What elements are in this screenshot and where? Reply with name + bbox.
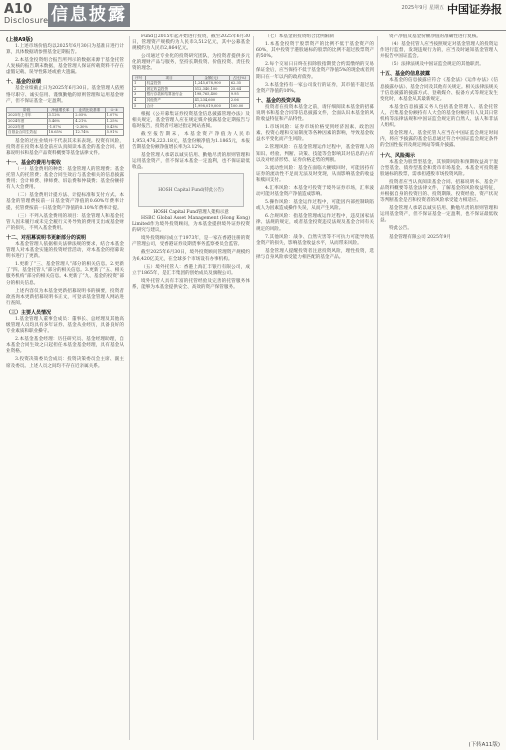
section-heading: 十、基金的业绩 (6, 79, 42, 86)
paragraph: 境外托管人具有丰富的托管经验及完善的托管服务体系，能够为本基金提供安全、高效的资产保管服务。 (132, 278, 250, 290)
table-cell: 5.46% (47, 118, 74, 124)
table-header-cell: 项目 (145, 75, 193, 81)
paragraph: 本基金管理人依据相关法律法规的要求，结合本基金管理人对本基金实施的投资经营活动，对本基金的招募说明书进行了更新。 (6, 241, 124, 260)
paragraph: 基金管理人承诺以诚实信用、勤勉尽责的原则管理和运用基金资产，但不保证本基金一定盈利，也不保证最低收益。 (132, 152, 250, 170)
paragraph: 上述内容仅为本基金更新招募说明书的摘要，投资者欲查询本更新招募说明书正文，可登录基金管理人网站进行查阅。 (6, 288, 124, 306)
paragraph: Fund自2015年起开始进行投资，截至2025年6月30日，管理资产规模约为人民币3,512亿元，其中公募基金规模约为人民币2,864亿元。 (132, 34, 250, 52)
paragraph: 本基金为股票型基金，其预期风险和预期收益高于混合型基金、债券型基金和货币市场基金。本基金可投资港股通标的股票，需承担港股市场投资风险。 (380, 159, 498, 177)
column-2 (132, 34, 250, 742)
paragraph: 公司通过专业化的投资研究团队，为投资者提供多元化的理财产品与服务，坚持长期投资、价值投资、责任投资的理念。 (132, 54, 250, 72)
section-heading: 十六、风险揭示 (380, 152, 416, 159)
section-heading: (上接A9版) (6, 37, 33, 43)
table-cell: 其他资产 (145, 97, 193, 103)
page-header (0, 0, 506, 30)
paragraph: 基金管理人提醒投资者注意投资风险，理性投资，选择与自身风险承受能力相匹配的基金产品。 (256, 248, 374, 260)
paragraph: （七）本基金的投资组合比例限制 (265, 34, 334, 39)
figure-caption: HOSH Capital Fund管理人架构示意 (153, 209, 229, 215)
table-cell: 2.05% (74, 113, 105, 119)
paragraph: 7.其他风险：战争、自然灾害等不可抗力可能导致基金资产的损失，影响基金收益水平，从而带来风险。 (256, 234, 374, 246)
table-cell: 1.25% (105, 118, 123, 124)
column-4 (380, 34, 498, 742)
column-divider (129, 36, 130, 740)
table-header-cell: ①-③ (105, 107, 123, 113)
continued-note: (下转A11版) (468, 742, 500, 748)
table-cell: 25.64 (229, 86, 249, 92)
table-row (133, 103, 250, 109)
table-row (7, 130, 124, 136)
figure-box (138, 173, 244, 207)
paragraph: 3.流动性风险：基金在面临大额赎回时，可能因持有证券的流动性不足而无法及时变现，从而影响基金的收益和赎回支付。 (256, 165, 374, 183)
paragraph: 基金管理人承诺以诚实信用、勤勉尽责的原则管理和运用基金资产，但不保证基金一定盈利，也不保证最低收益。 (380, 206, 498, 224)
table-cell: 银行存款和结算备付金 (145, 92, 193, 98)
table-cell: 合计 (145, 103, 193, 109)
table-cell: 512,340,100 (193, 86, 229, 92)
table-cell: 固定收益投资 (145, 86, 193, 92)
table-cell: 1,245,678,900 (193, 81, 229, 87)
column-divider (253, 36, 254, 740)
paragraph: 基金业绩截止日为2025年6月30日。基金管理人依照恪尽职守、诚实信用、谨慎勤勉的原则管理和运用基金财产，但不保证基金一定盈利。 (6, 86, 124, 104)
table-header-cell: 净值增长率 (47, 107, 74, 113)
paragraph: HSBC Global Asset Management (Hong Kong) Limited作为境外投资顾问，为本基金提供境外证券投资的研究与建议。 (132, 215, 250, 234)
paragraph: 6.合规风险：指基金管理或运作过程中，违反国家法律、法规的规定，或者基金投资违反法规及基金合同有关规定的风险。 (256, 214, 374, 232)
table-header-cell: 占比(%) (229, 75, 249, 81)
table-cell: 2025年上半年 (7, 113, 48, 119)
table-cell: 5.91% (105, 130, 123, 136)
table-cell: 100.00 (229, 103, 249, 109)
table-cell: 4.21% (74, 118, 105, 124)
table-cell: 2024年度 (7, 118, 48, 124)
section-heading: 十五、基金的信息披露 (380, 71, 431, 78)
column-1 (6, 34, 124, 742)
table-header-cell: 业绩比较基准 (74, 107, 105, 113)
table-cell: 5 (133, 103, 146, 109)
table-cell: 2023年度 (7, 124, 48, 130)
paragraph: 5.操作风险：基金运作过程中，可能因内部控制缺陷或人为因素造成操作失误，从而产生风险。 (256, 200, 374, 212)
paragraph: 截至2025年6月30日，境外投资顾问管理资产规模约为6,420亿美元，在全球多个市场设有办事机构。 (132, 250, 250, 262)
data-table (6, 107, 124, 136)
paragraph: 基金管理有限公司 2025年9月 (389, 234, 452, 240)
paragraph: 3.投资决策委员会成员：投资决策委员会主席、副主席及委员。上述人员之间均不存在近亲属关系。 (6, 357, 124, 369)
table-cell: 3.12% (47, 113, 74, 119)
paragraph: 本基金的信息披露应符合《基金法》《运作办法》《信息披露办法》、基金合同及其他有关规定。相关法律法规关于信息披露的披露方式、登载媒介、报备方式等规定发生变化时，本基金从其最新规定。 (380, 78, 498, 102)
paragraph: 2.每个交易日日终在扣除股指期货合约需缴纳的交易保证金后，应当保持不低于基金资产净值5%的现金或者到期日在一年以内的政府债券。 (256, 62, 374, 80)
paragraph: 投资者应当认真阅读基金合同、招募说明书、基金产品资料概要等基金法律文件，了解基金的风险收益特征，并根据自身的投资目的、投资期限、投资经验、资产状况等判断基金是否和投资者的风险承受能力相适应。 (380, 179, 498, 204)
table-cell: 2 (133, 86, 146, 92)
table-cell: -1.87% (47, 124, 74, 130)
column-3 (256, 34, 374, 742)
table-cell: 18.65% (47, 130, 74, 136)
paragraph: 2.管理风险：在基金管理运作过程中，基金管理人的知识、经验、判断、决策、技能等会影响其对信息的占有以及对经济形势、证券价格走势的判断。 (256, 145, 374, 163)
paragraph: （一）基金费用的种类：基金管理人的管理费；基金托管人的托管费；基金合同生效后与基金相关的信息披露费用；会计师费、律师费、诉讼费和仲裁费；基金份额持有人大会费用。 (6, 167, 124, 191)
paragraph: （4）基金托管人应当按照规定对基金管理人的投资运作进行监督，发现违规行为的，应当及时通知基金管理人并报告中国证监会。 (380, 42, 498, 60)
paragraph: 1.上述市场价值均以2025年6月30日为基准日进行计算，具体数据请参照基金定期报告。 (6, 44, 124, 56)
paragraph: 投资者在投资本基金之前，请仔细阅读本基金的招募说明书和基金合同等信息披露文件，全面认识本基金的风险收益特征和产品特性。 (256, 104, 374, 123)
table-cell: 0.43% (105, 124, 123, 130)
section-heading: 十二、对招募说明书更新部分的说明 (6, 234, 87, 241)
paragraph: 资产净值及基金份额净值的准确性进行复核。 (389, 34, 481, 39)
table-header-cell: 阶段 (7, 107, 48, 113)
data-table (132, 75, 250, 110)
paragraph: 1.更新了“三、基金管理人”部分的相关信息。2.更新了“四、基金托管人”部分的相关信息。3.更新了“五、相关服务机构”部分的相关信息。4.更新了“九、基金的投资”部分的相关信息。 (6, 262, 124, 286)
paragraph: 1.本基金投资于股票资产的比例不低于基金资产的60%，其中投资于港股通标的股票的比例不超过股票资产的50%。 (256, 42, 374, 60)
page-number: A10 (4, 2, 33, 17)
table-cell: -2.30% (74, 124, 105, 130)
paragraph: 4.汇率风险：本基金可投资于境外证券市场，汇率波动可能对基金资产净值造成影响。 (256, 185, 374, 198)
column-divider (377, 36, 378, 740)
paragraph: 本基金信息披露义务人包括基金管理人、基金托管人、召集基金份额持有人大会的基金份额持有人及其日常机构等法律法规和中国证监会规定的自然人、法人和非法人组织。 (380, 104, 498, 129)
table-header-cell: 金额(元) (193, 75, 229, 81)
table-cell: 3 (133, 92, 146, 98)
paragraph: 特此公告。 (389, 226, 412, 232)
paragraph: 基金管理人、基金托管人应当在中国证监会规定时间内，将应予披露的基金信息通过符合中国证监会规定条件的全国性报刊及规定网站等媒介披露。 (380, 131, 498, 149)
table-cell: 自基金合同生效起 (7, 130, 48, 136)
figure-label: HOSH Capital Fund(特此公告) (158, 187, 224, 193)
table-cell: 权益投资 (145, 81, 193, 87)
paragraph: （五）境外托管人：香港上海汇丰银行有限公司，成立于1865年，是汇丰集团的创始成员及旗舰公司。 (132, 264, 250, 276)
table-cell: 62.35 (229, 81, 249, 87)
paragraph: 基金的过往业绩并不代表其未来表现。投资有风险，投资者在投资本基金前应认真阅读本基金的基金合同、招募说明书和基金产品资料概要等基金法律文件。 (6, 138, 124, 156)
paragraph: （5）法律法规及中国证监会规定的其他职责。 (389, 62, 484, 68)
table-cell: 1,998,019,000 (193, 103, 229, 109)
paragraph: 3.本基金持有一家公司发行的证券，其市值不超过基金资产净值的10%。 (256, 82, 374, 94)
paragraph: （三）不列入基金费用的项目：基金管理人和基金托管人因未履行或未完全履行义务导致的费用支出或基金财产的损失，不列入基金费用。 (6, 213, 124, 231)
table-cell: 41,234,600 (193, 97, 229, 103)
section-heading: 十一、基金的费用与税收 (6, 160, 62, 166)
paragraph: 截至报告期末，本基金资产净值为人民币1,953,476,223.18元，基金份额净值为1.1865元，本报告期基金份额净值增长率为3.12%。 (132, 132, 250, 150)
paragraph: 1.基金管理人董事会成员：董事长、总经理及其他高级管理人员均具有多年证券、基金从业经历，具备良好的专业素质和职业操守。 (6, 316, 124, 335)
table-cell: 4 (133, 97, 146, 103)
paragraph: 1.市场风险：证券市场价格受到经济因素、政治因素、投资心理和交易制度等各种因素的影响，导致基金收益水平变化而产生风险。 (256, 125, 374, 143)
table-cell: 198,765,400 (193, 92, 229, 98)
table-cell: 1 (133, 81, 146, 87)
table-cell: 12.74% (74, 130, 105, 136)
section-english: Disclosure (4, 16, 49, 25)
newspaper-masthead: 中国证券报 (447, 3, 502, 16)
paragraph: 根据《公开募集证券投资基金信息披露管理办法》及相关规定，基金管理人应在规定媒介披露基金定期报告与临时报告，投资者可通过指定网站查阅。 (132, 112, 250, 130)
paragraph: （二）基金费用计提方法、计提标准和支付方式。本基金的管理费按前一日基金资产净值的0.60%年费率计提，托管费按前一日基金资产净值的0.10%年费率计提。 (6, 193, 124, 211)
table-cell: 1.07% (105, 113, 123, 119)
table-cell: 2.06 (229, 97, 249, 103)
header-rule (0, 30, 506, 31)
paragraph: 2.本基金基金经理：历任研究员、基金经理助理，自本基金合同生效之日起担任本基金基金经理，具有基金从业资格。 (6, 337, 124, 355)
paragraph: 2.本基金投资组合报告所列示的数据来源于基金托管人复核的报告期末数据，基金管理人保证所载资料不存在虚假记载、误导性陈述或重大遗漏。 (6, 58, 124, 76)
section-banner: 信息披露 (48, 3, 130, 27)
section-heading: 十、基金的投资风险 (256, 97, 302, 104)
paragraph: 境外投资顾问成立于1973年，是一家在香港注册的资产管理公司，受香港证券及期货事务监察委员会监管。 (132, 236, 250, 248)
table-header-cell: 序号 (133, 75, 146, 81)
section-heading: （三）主要人员情况 (6, 309, 52, 316)
table-cell: 9.95 (229, 92, 249, 98)
issue-date: 2025年9月 星期五 (401, 5, 444, 11)
